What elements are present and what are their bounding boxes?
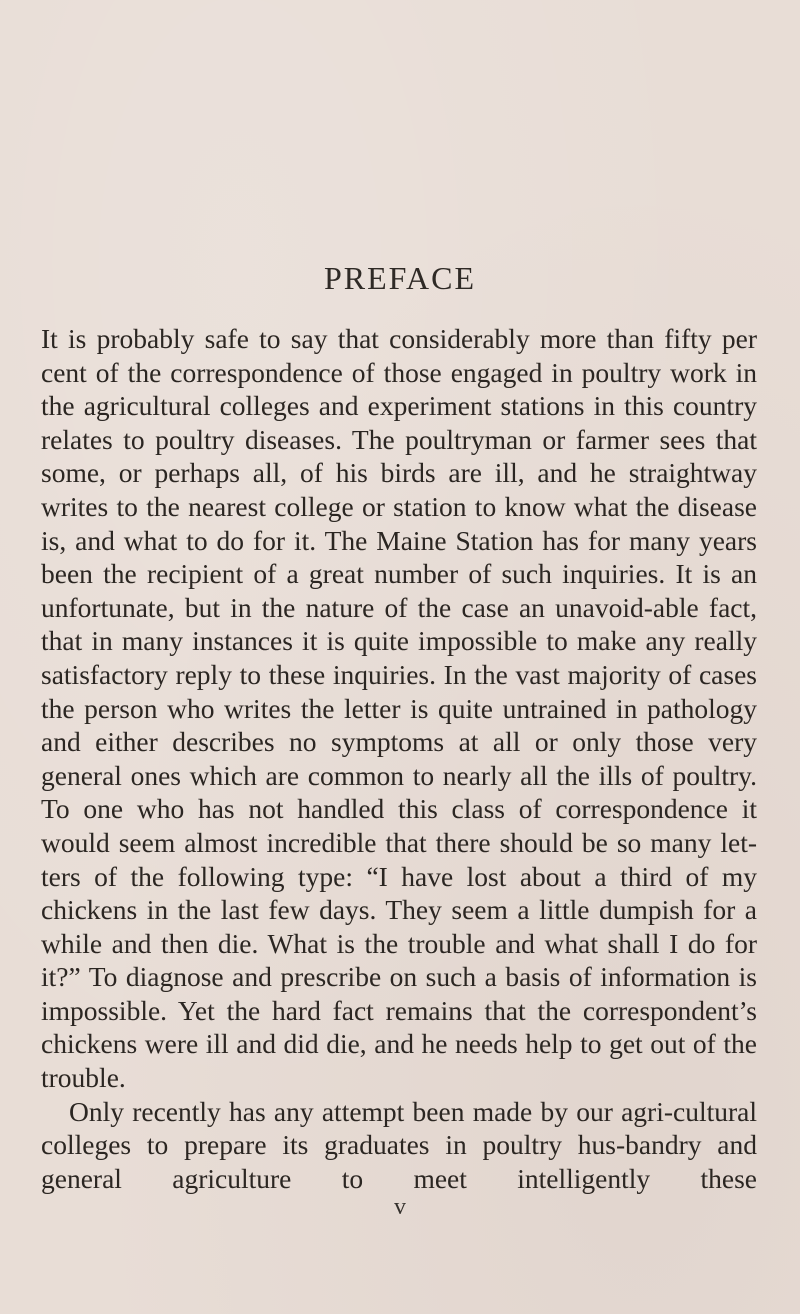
page-number: v xyxy=(394,1194,406,1220)
paragraph-2: Only recently has any attempt been made by our agri-cultural colleges to prepare its graduates in poultry hus-bandry and general agriculture to meet intelligently these xyxy=(41,1095,757,1194)
paragraph-1: It is probably safe to say that considerably more than fifty per cent of the correspondence of those engaged in poultry work in the agricultural colleges and experiment stations in this country relates to poultry diseases. The poultryman or farmer sees that some, or perhaps all, of his birds are ill, and he straightway writes to the nearest college or station to know what the disease is, and what to do for it. The Maine Station has for many years been the recipient of a great number of such inquiries. It is an unfortunate, but in the nature of the case an unavoid-able fact, that in many instances it is quite impossible to make any really satisfactory reply to these inquiries. In the vast majority of cases the person who writes the letter is quite untrained in pathology and either describes no symptoms at all or only those very general ones which are common to nearly all the ills of poultry. To one who has not handled this class of correspondence it would seem almost incredible that there should be so many let-ters of the following type: “I have lost about a third of my chickens in the last few days. They seem a little dumpish for a while and then die. What is the trouble and what shall I do for it?” To diagnose and prescribe on such a basis of information is impossible. Yet the hard fact remains that the correspondent’s chickens were ill and did die, and he needs help to get out of the trouble. xyxy=(41,323,757,1094)
body-text xyxy=(41,322,757,1195)
chapter-title: PREFACE xyxy=(323,260,477,296)
